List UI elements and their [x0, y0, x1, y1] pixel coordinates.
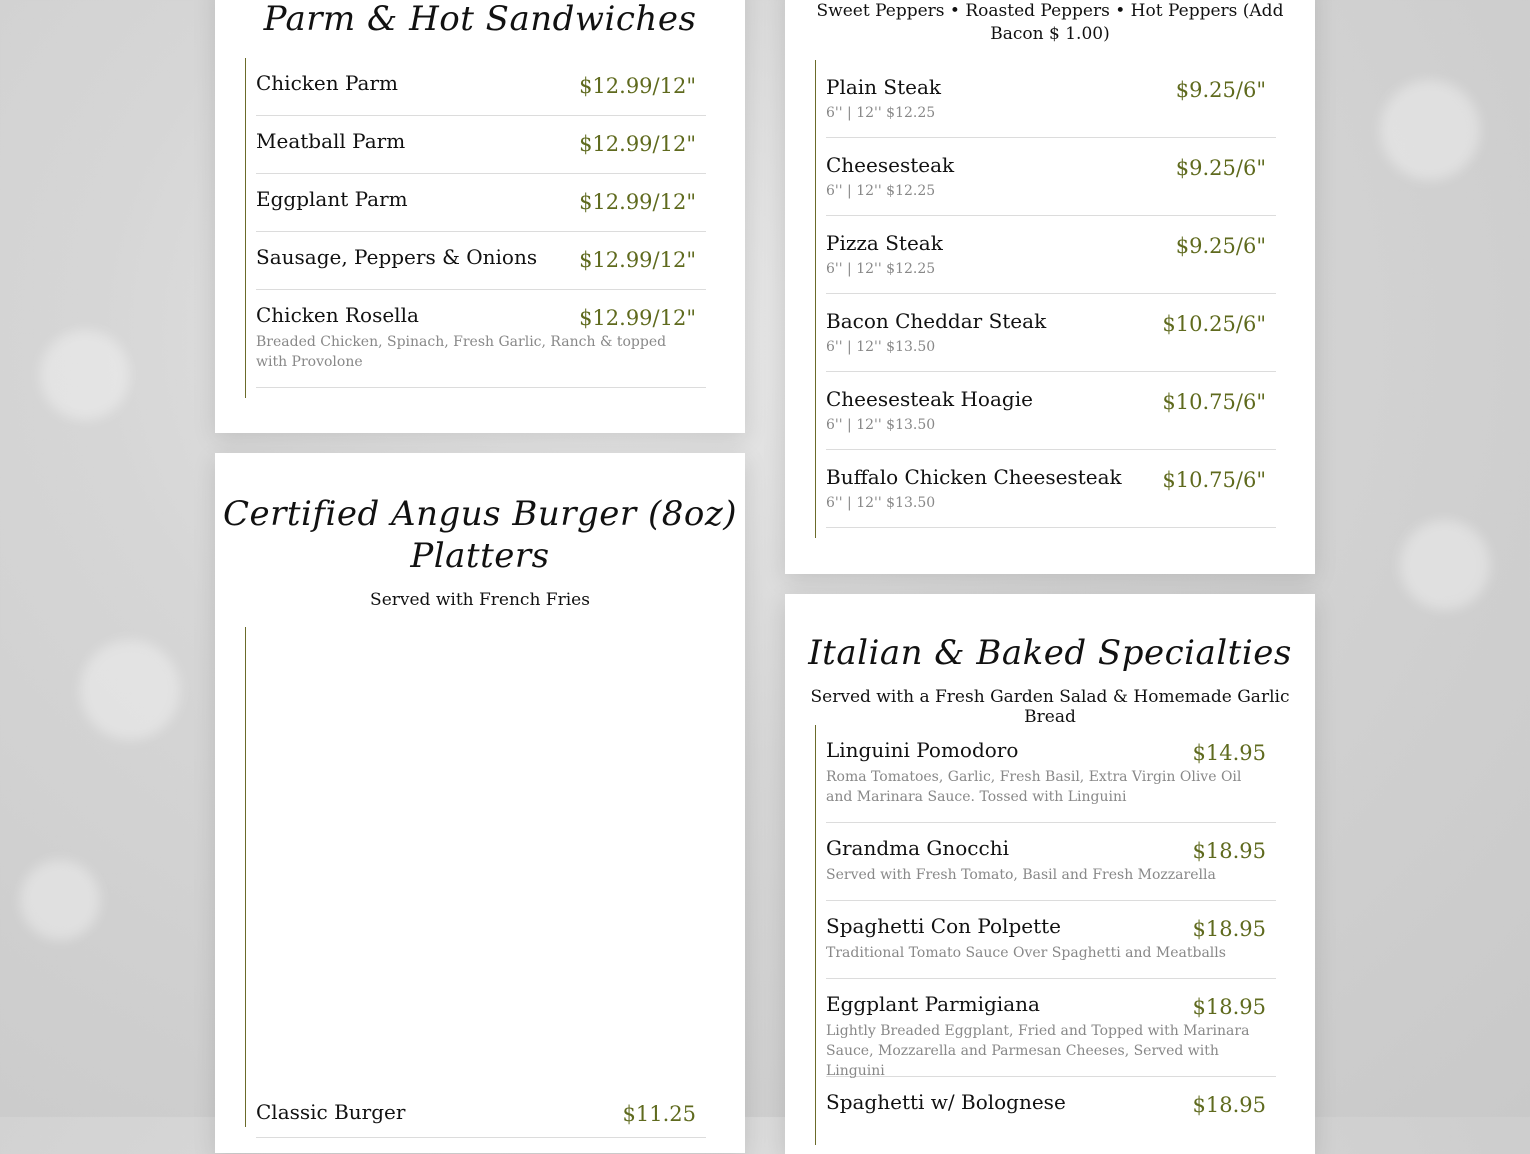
section-subtitle: Served with French Fries	[370, 590, 590, 610]
menu-item[interactable]	[826, 979, 1276, 1077]
item-name: Spaghetti w/ Bolognese	[826, 1090, 1066, 1114]
item-description: 6'' | 12'' $12.25	[826, 105, 936, 121]
item-price: $12.99/12"	[579, 190, 696, 214]
item-price: $10.75/6"	[1162, 468, 1266, 492]
item-name: Pizza Steak	[826, 231, 943, 255]
background-bokeh	[20, 860, 100, 940]
menu-item[interactable]	[256, 232, 706, 290]
menu-item[interactable]	[256, 116, 706, 174]
item-name: Classic Burger	[256, 1100, 406, 1124]
menu-item[interactable]	[256, 1097, 706, 1138]
menu-item-list	[245, 58, 706, 398]
item-name: Cheesesteak Hoagie	[826, 387, 1033, 411]
item-name: Chicken Parm	[256, 71, 398, 95]
item-price: $9.25/6"	[1175, 234, 1266, 258]
parm-sandwiches-card	[215, 0, 745, 433]
italian-specialties-card	[785, 594, 1315, 1154]
item-price: $12.99/12"	[579, 132, 696, 156]
item-description: Traditional Tomato Sauce Over Spaghetti and Meatballs	[826, 945, 1226, 961]
menu-item[interactable]	[826, 60, 1276, 138]
item-name: Meatball Parm	[256, 129, 406, 153]
item-description: 6'' | 12'' $13.50	[826, 417, 936, 433]
menu-item[interactable]	[256, 58, 706, 116]
menu-item[interactable]	[256, 174, 706, 232]
item-name: Plain Steak	[826, 75, 942, 99]
item-price: $18.95	[1192, 1093, 1266, 1117]
item-price: $18.95	[1192, 995, 1266, 1019]
section-title-line-1: Certified Angus Burger (8oz)	[222, 494, 738, 534]
menu-item[interactable]	[826, 138, 1276, 216]
section-title: Parm & Hot Sandwiches	[263, 0, 697, 39]
item-price: $10.25/6"	[1162, 312, 1266, 336]
menu-item-list	[245, 627, 706, 1127]
item-name: Cheesesteak	[826, 153, 955, 177]
item-name: Bacon Cheddar Steak	[826, 309, 1047, 333]
menu-item[interactable]	[826, 216, 1276, 294]
menu-item[interactable]	[826, 294, 1276, 372]
background-bokeh	[1380, 80, 1480, 180]
item-description: Lightly Breaded Eggplant, Fried and Topped with Marinara Sauce, Mozzarella and Parmesan Cheeses, Served with Linguini	[826, 1023, 1250, 1079]
item-price: $12.99/12"	[579, 306, 696, 330]
background-bokeh	[1400, 520, 1490, 610]
menu-item[interactable]	[826, 372, 1276, 450]
item-price: $9.25/6"	[1175, 78, 1266, 102]
item-price: $11.25	[622, 1102, 696, 1126]
menu-item[interactable]	[826, 823, 1276, 901]
item-description: 6'' | 12'' $13.50	[826, 495, 936, 511]
item-name: Spaghetti Con Polpette	[826, 914, 1061, 938]
item-description: 6'' | 12'' $12.25	[826, 261, 936, 277]
item-price: $12.99/12"	[579, 248, 696, 272]
menu-item[interactable]	[826, 725, 1276, 823]
section-title: Italian & Baked Specialties	[808, 633, 1292, 673]
menu-item[interactable]	[826, 450, 1276, 528]
menu-item-list	[815, 725, 1276, 1145]
item-price: $14.95	[1192, 741, 1266, 765]
menu-item[interactable]	[256, 290, 706, 388]
steaks-card	[785, 0, 1315, 574]
menu-item[interactable]	[826, 901, 1276, 979]
item-description: Served with Fresh Tomato, Basil and Fresh Mozzarella	[826, 867, 1216, 883]
item-price: $9.25/6"	[1175, 156, 1266, 180]
background-bokeh	[40, 330, 130, 420]
item-name: Eggplant Parm	[256, 187, 408, 211]
item-name: Linguini Pomodoro	[826, 738, 1019, 762]
item-description: Roma Tomatoes, Garlic, Fresh Basil, Extra Virgin Olive Oil and Marinara Sauce. Tossed with Linguini	[826, 769, 1242, 805]
section-subtitle: Sweet Peppers • Roasted Peppers • Hot Peppers (Add Bacon $ 1.00)	[816, 1, 1284, 44]
item-price: $10.75/6"	[1162, 390, 1266, 414]
item-name: Chicken Rosella	[256, 303, 419, 327]
item-name: Buffalo Chicken Cheesesteak	[826, 465, 1122, 489]
menu-item-image-placeholder	[246, 627, 706, 1097]
item-name: Eggplant Parmigiana	[826, 992, 1040, 1016]
item-description: 6'' | 12'' $12.25	[826, 183, 936, 199]
item-description: Breaded Chicken, Spinach, Fresh Garlic, Ranch & topped with Provolone	[256, 334, 667, 370]
section-subtitle: Served with a Fresh Garden Salad & Homemade Garlic Bread	[810, 687, 1290, 727]
section-title	[215, 493, 745, 577]
item-description: 6'' | 12'' $13.50	[826, 339, 936, 355]
section-title-line-2: Platters	[410, 536, 550, 576]
background-bokeh	[80, 640, 180, 740]
menu-item[interactable]	[826, 1077, 1276, 1137]
burger-platters-card	[215, 453, 745, 1153]
item-price: $18.95	[1192, 917, 1266, 941]
menu-item-list	[815, 60, 1276, 538]
item-name: Sausage, Peppers & Onions	[256, 245, 538, 269]
item-name: Grandma Gnocchi	[826, 836, 1009, 860]
item-price: $18.95	[1192, 839, 1266, 863]
item-price: $12.99/12"	[579, 74, 696, 98]
